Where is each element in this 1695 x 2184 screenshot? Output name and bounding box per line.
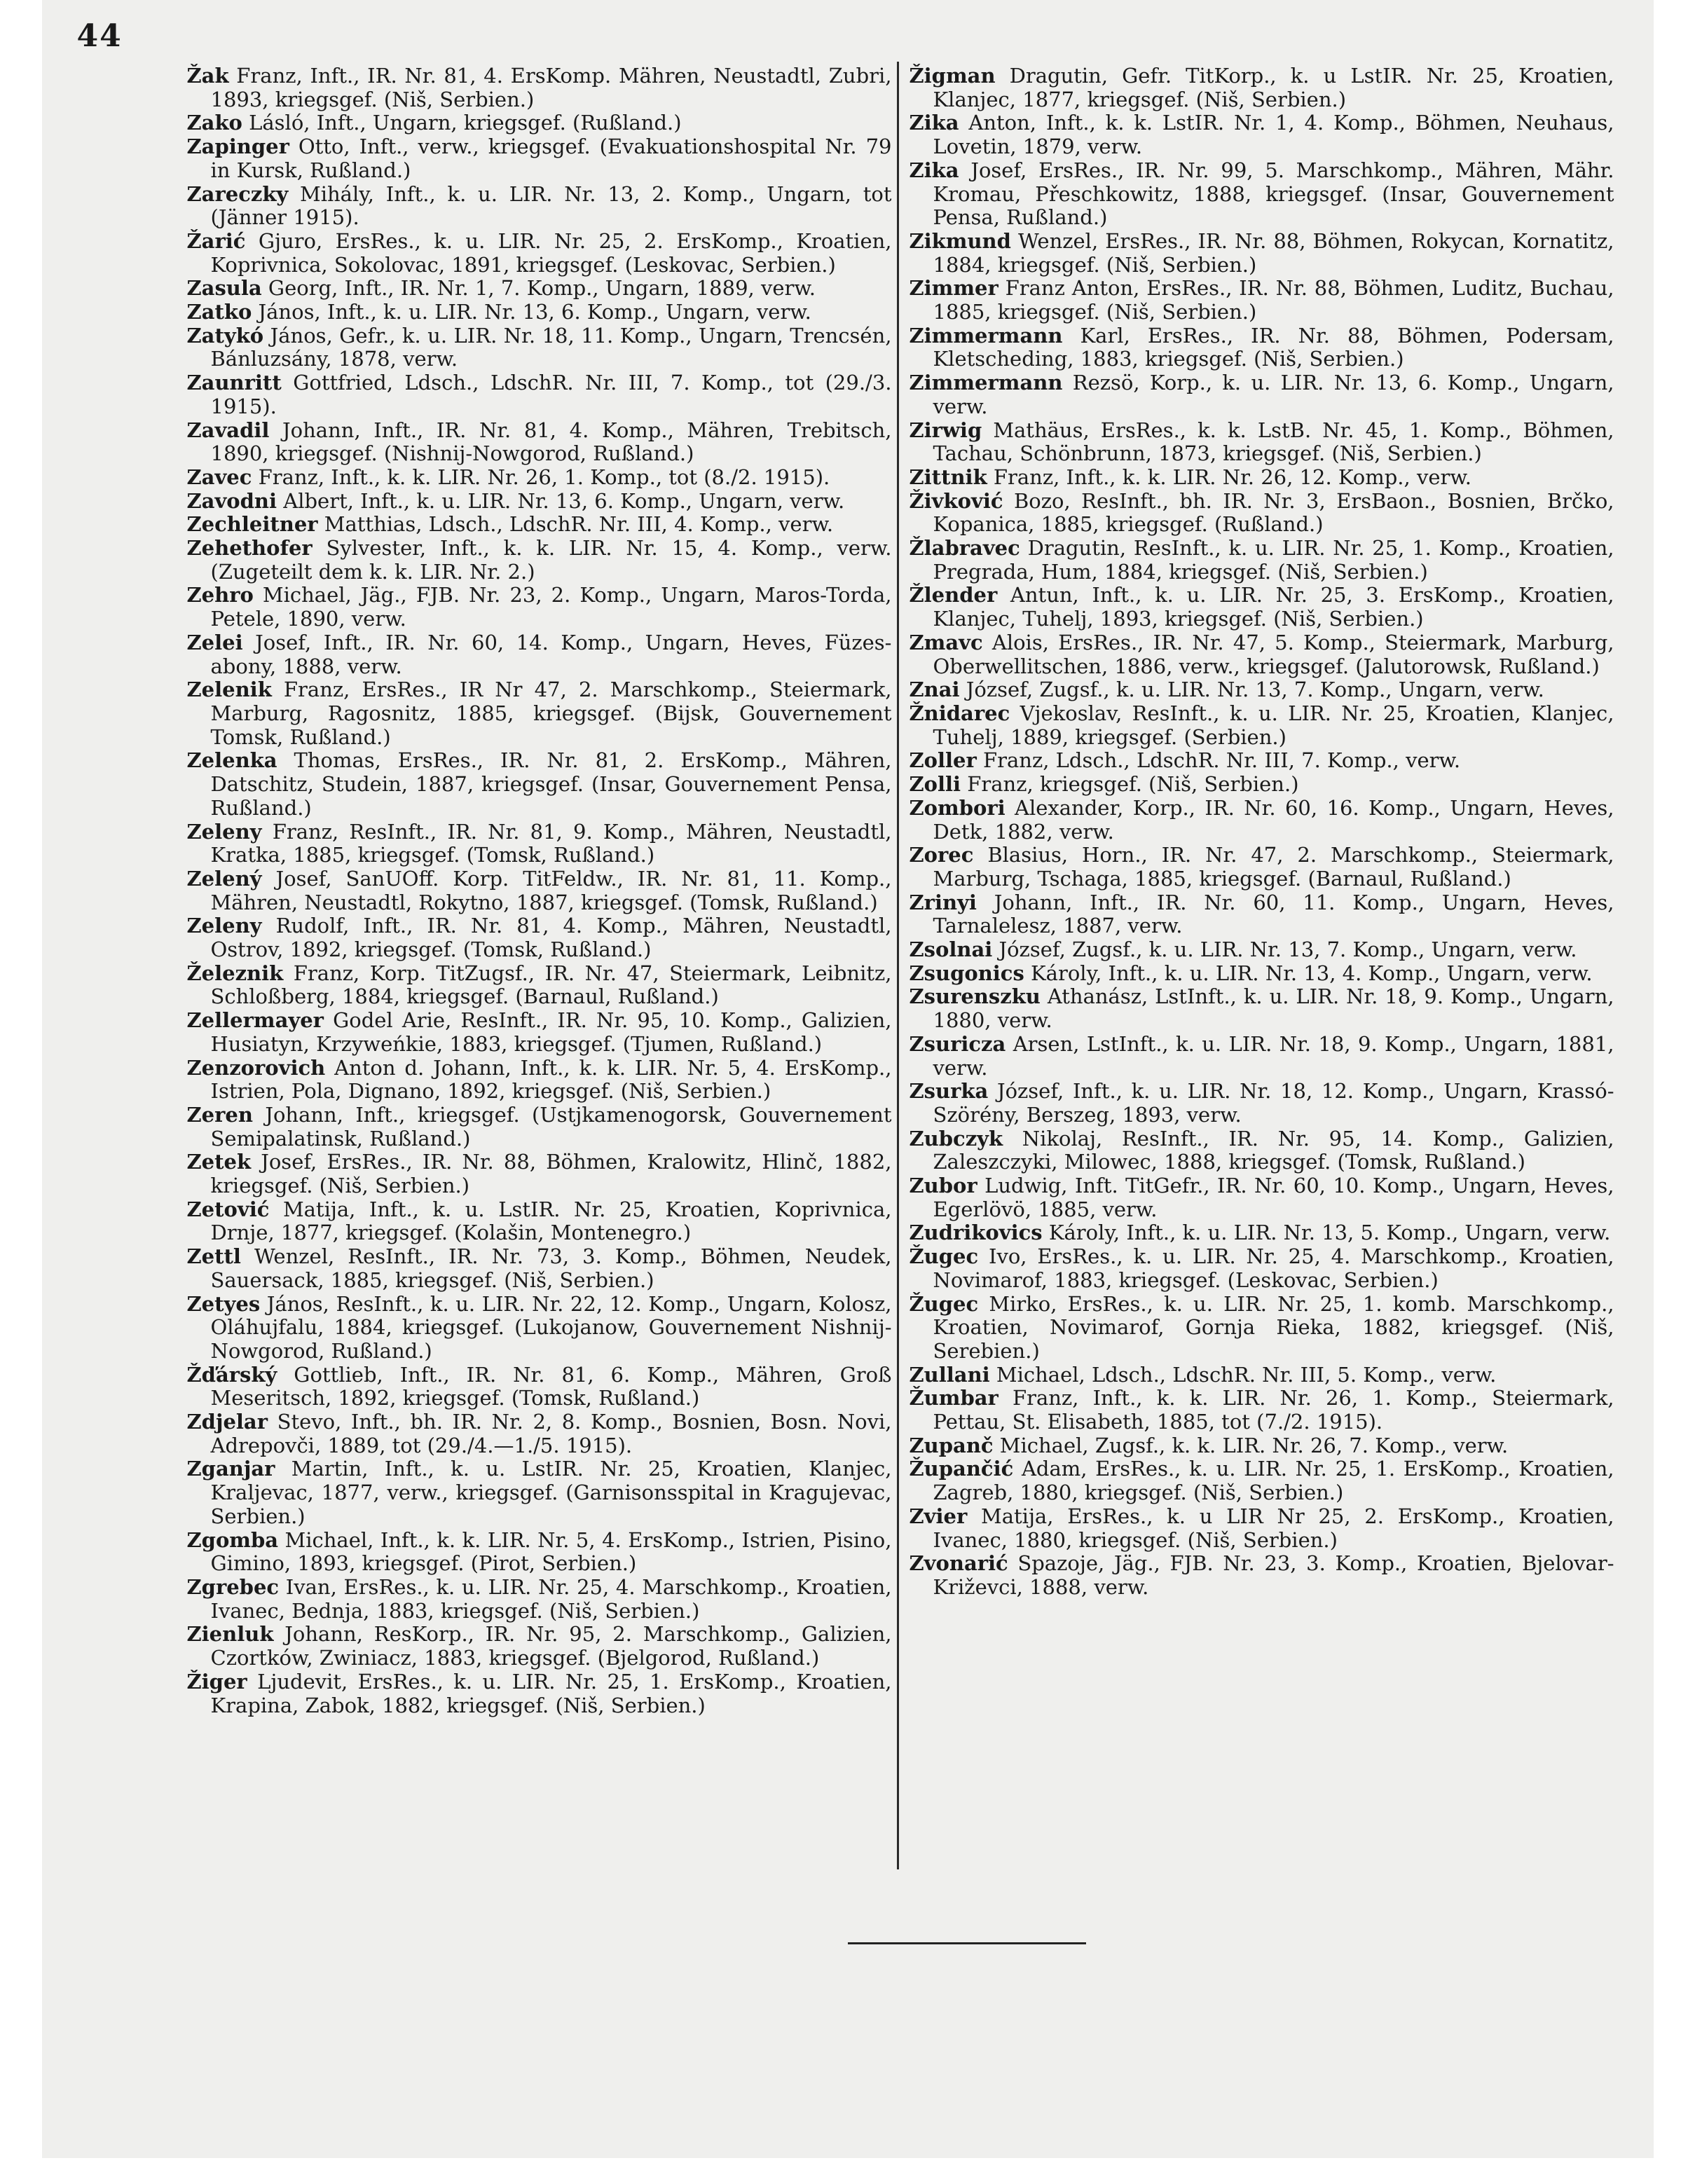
entry-details: Alexander, Korp., IR. Nr. 60, 16. Komp., Ungarn, Heves, Detk, 1882, verw.: [933, 795, 1614, 844]
entry-surname: Zsurka: [909, 1079, 989, 1104]
entry-surname: Zettl: [186, 1244, 241, 1269]
entry-details: Athanász, LstInft., k. u. LIR. Nr. 18, 9. Komp., Ungarn, 1880, verw.: [933, 984, 1614, 1033]
entry-details: József, Zugsf., k. u. LIR. Nr. 13, 7. Komp., Ungarn, verw.: [959, 678, 1544, 702]
register-entry: [910, 1364, 1614, 1387]
register-entry: [187, 867, 892, 914]
entry-details: Adam, ErsRes., k. u. LIR. Nr. 25, 1. ErsKomp., Kroatien, Zagreb, 1880, kriegsgef. (Niš, Serbien.): [933, 1457, 1614, 1505]
entry-details: Ivan, ErsRes., k. u. LIR. Nr. 25, 4. Marschkomp., Kroatien, Ivanec, Bednja, 1883, kriegsgef. (Niš, Serbien.): [210, 1575, 892, 1623]
entry-surname: Zaunritt: [186, 371, 282, 395]
entry-details: Johann, Inft., kriegsgef. (Ustjkamenogorsk, Gouvernement Semipalatinsk, Rußland.): [210, 1102, 892, 1151]
register-entry: [910, 1505, 1614, 1552]
entry-surname: Zetek: [186, 1150, 252, 1174]
entry-details: Franz, Korp. TitZugsf., IR. Nr. 47, Steiermark, Leibnitz, Schloßberg, 1884, kriegsgef. (Barnaul, Rußland.): [210, 961, 892, 1009]
register-entry: [910, 891, 1614, 938]
column-divider: [897, 62, 899, 1869]
entry-details: Franz, Inft., IR. Nr. 81, 4. ErsKomp. Mähren, Neustadtl, Zubri, 1893, kriegsgef. (Niš, Serbien.): [210, 64, 892, 111]
entry-details: János, Gefr., k. u. LIR. Nr. 18, 11. Komp., Ungarn, Trencsén, Bánluzsány, 1878, verw.: [210, 323, 892, 371]
register-entry: [187, 1009, 892, 1056]
register-entry: [187, 1198, 892, 1245]
entry-details: Anton d. Johann, Inft., k. k. LIR. Nr. 5, 4. ErsKomp., Istrien, Pola, Dignano, 1892, kriegsgef. (Niš, Serbien.): [210, 1055, 892, 1104]
register-entry: [187, 135, 892, 182]
entry-details: Wenzel, ErsRes., IR. Nr. 88, Böhmen, Rokycan, Kornatitz, 1884, kriegsgef. (Niš, Serbien.): [933, 228, 1614, 277]
register-entry: [910, 1245, 1614, 1292]
entry-details: Franz, Inft., k. k. LIR. Nr. 26, 12. Komp., verw.: [987, 465, 1471, 489]
register-entry: [910, 324, 1614, 371]
entry-surname: Zika: [909, 158, 959, 182]
entry-surname: Zombori: [909, 795, 1006, 820]
entry-surname: Zako: [186, 111, 242, 135]
register-entry: [910, 797, 1614, 844]
entry-surname: Znai: [909, 678, 960, 702]
register-entry: [910, 371, 1614, 418]
entry-details: Vjekoslav, ResInft., k. u. LIR. Nr. 25, Kroatien, Klanjec, Tuhelj, 1889, kriegsgef. (Serbien.): [933, 701, 1614, 749]
page-number: 44: [76, 18, 123, 54]
entry-surname: Zsurenszku: [909, 984, 1041, 1009]
document-page: [42, 0, 1654, 2158]
entry-surname: Žigman: [909, 64, 996, 88]
entry-details: Rudolf, Inft., IR. Nr. 81, 4. Komp., Mähren, Neustadtl, Ostrov, 1892, kriegsgef. (Tomsk, Rußland.): [210, 914, 892, 962]
entry-surname: Žlender: [909, 583, 998, 607]
entry-details: Ljudevit, ErsRes., k. u. LIR. Nr. 25, 1. ErsKomp., Kroatien, Krapina, Zabok, 1882, kriegsgef. (Niš, Serbien.): [210, 1669, 892, 1717]
entry-surname: Zimmermann: [909, 371, 1063, 395]
register-entry: [187, 64, 892, 111]
entry-details: Josef, Inft., IR. Nr. 60, 14. Komp., Ungarn, Heves, Füzes-abony, 1888, verw.: [210, 630, 892, 678]
entry-surname: Zirwig: [909, 418, 982, 442]
entry-details: Johann, ResKorp., IR. Nr. 95, 2. Marschkomp., Galizien, Czortków, Zwiniacz, 1883, kriegsgef. (Bjelgorod, Rußland.): [210, 1622, 892, 1670]
entry-details: Dragutin, ResInft., k. u. LIR. Nr. 25, 1. Komp., Kroatien, Pregrada, Hum, 1884, kriegsgef. (Niš, Serbien.): [933, 536, 1614, 584]
register-entry: [910, 277, 1614, 324]
entry-details: Johann, Inft., IR. Nr. 81, 4. Komp., Mähren, Trebitsch, 1890, kriegsgef. (Nishnij-Nowgorod, Rußland.): [210, 418, 892, 466]
entry-surname: Zechleitner: [186, 512, 318, 537]
entry-surname: Zmavc: [909, 630, 983, 654]
entry-surname: Zapinger: [186, 135, 289, 159]
register-entry: [910, 702, 1614, 749]
entry-surname: Zehro: [186, 583, 254, 607]
register-entry: [187, 1529, 892, 1576]
register-entry: [910, 1387, 1614, 1434]
register-entry: [187, 1623, 892, 1670]
entry-details: Franz, ErsRes., IR Nr 47, 2. Marschkomp., Steiermark, Marburg, Ragosnitz, 1885, kriegsgef. (Bijsk, Gouvernement Tomsk, Rußland.): [210, 678, 892, 749]
entry-surname: Zimmer: [909, 276, 999, 301]
register-entry: [910, 64, 1614, 111]
register-entry: [910, 230, 1614, 277]
register-entry: [910, 962, 1614, 986]
entry-surname: Žďárský: [186, 1362, 277, 1387]
entry-surname: Žlabravec: [909, 536, 1020, 561]
register-entry: [187, 1057, 892, 1104]
register-entry: [910, 773, 1614, 797]
entry-surname: Zavadil: [186, 418, 270, 442]
entry-surname: Žugec: [909, 1244, 979, 1269]
entry-surname: Zienluk: [186, 1622, 274, 1647]
entry-details: Mihály, Inft., k. u. LIR. Nr. 13, 2. Komp., Ungarn, tot (Jänner 1915).: [210, 181, 892, 230]
register-entry: [910, 1457, 1614, 1504]
entry-surname: Zsugonics: [909, 961, 1024, 985]
register-entry: [910, 466, 1614, 490]
register-entry: [910, 985, 1614, 1032]
entry-details: Spazoje, Jäg., FJB. Nr. 23, 3. Komp., Kroatien, Bjelovar-Križevci, 1888, verw.: [933, 1551, 1614, 1599]
entry-surname: Zika: [909, 111, 959, 135]
entry-details: Anton, Inft., k. k. LstIR. Nr. 1, 4. Komp., Böhmen, Neuhaus, Lovetin, 1879, verw.: [933, 111, 1614, 159]
entry-details: Franz Anton, ErsRes., IR. Nr. 88, Böhmen, Luditz, Buchau, 1885, kriegsgef. (Niš, Serbien.): [933, 276, 1614, 324]
entry-surname: Zoller: [909, 748, 977, 773]
entry-surname: Žugec: [909, 1291, 979, 1316]
entry-details: Rezsö, Korp., k. u. LIR. Nr. 13, 6. Komp., Ungarn, verw.: [933, 371, 1614, 418]
entry-details: Arsen, LstInft., k. u. LIR. Nr. 18, 9. Komp., Ungarn, 1881, verw.: [933, 1031, 1614, 1080]
register-entry: [910, 537, 1614, 584]
register-entry: [910, 1080, 1614, 1127]
register-entry: [910, 1293, 1614, 1364]
entry-surname: Zittnik: [909, 465, 987, 489]
register-entry: [187, 1293, 892, 1364]
register-entry: [187, 914, 892, 961]
entry-details: Martin, Inft., k. u. LstIR. Nr. 25, Kroatien, Klanjec, Kraljevac, 1877, verw., kriegsgef. (Garnisonsspital in Kragujevac, Serbien.): [210, 1457, 892, 1528]
register-entry: [187, 183, 892, 230]
register-entry: [187, 277, 892, 301]
register-entry: [187, 1245, 892, 1292]
entry-surname: Zeleny: [186, 914, 262, 938]
entry-surname: Zullani: [909, 1362, 990, 1387]
register-entry: [910, 419, 1614, 466]
entry-details: Sylvester, Inft., k. k. LIR. Nr. 15, 4. Komp., verw. (Zugeteilt dem k. k. LIR. Nr. 2.): [210, 536, 892, 584]
register-entry: [910, 938, 1614, 962]
entry-details: Josef, SanUOff. Korp. TitFeldw., IR. Nr. 81, 11. Komp., Mähren, Neustadtl, Rokytno, 1887, kriegsgef. (Tomsk, Rußland.): [210, 866, 892, 914]
entry-details: Matija, Inft., k. u. LstIR. Nr. 25, Kroatien, Koprivnica, Drnje, 1877, kriegsgef. (Kolašin, Montenegro.): [210, 1197, 892, 1245]
entry-details: Dragutin, Gefr. TitKorp., k. u LstIR. Nr. 25, Kroatien, Klanjec, 1877, kriegsgef. (Niš, Serbien.): [933, 64, 1614, 111]
entry-details: Alois, ErsRes., IR. Nr. 47, 5. Komp., Steiermark, Marburg, Oberwellitschen, 1886, verw., kriegsgef. (Jalutorowsk, Rußland.): [933, 630, 1614, 678]
right-column: [910, 64, 1614, 1600]
entry-details: Johann, Inft., IR. Nr. 60, 11. Komp., Ungarn, Heves, Tarnalelesz, 1887, verw.: [933, 890, 1614, 938]
entry-details: Thomas, ErsRes., IR. Nr. 81, 2. ErsKomp., Mähren, Datschitz, Studein, 1887, kriegsgef. (Insar, Gouvernement Pensa, Rußland.): [210, 748, 892, 820]
entry-surname: Zsolnai: [909, 938, 993, 962]
entry-details: József, Zugsf., k. u. LIR. Nr. 13, 7. Komp., Ungarn, verw.: [992, 938, 1577, 962]
register-entry: [187, 1364, 892, 1410]
entry-details: János, Inft., k. u. LIR. Nr. 13, 6. Komp., Ungarn, verw.: [252, 300, 811, 324]
register-entry: [187, 324, 892, 371]
register-entry: [187, 1576, 892, 1623]
entry-details: Gjuro, ErsRes., k. u. LIR. Nr. 25, 2. ErsKomp., Kroatien, Koprivnica, Sokolovac, 1891, kriegsgef. (Leskovac, Serbien.): [210, 228, 892, 277]
register-entry: [187, 1670, 892, 1717]
register-entry: [910, 1127, 1614, 1174]
entry-details: Otto, Inft., verw., kriegsgef. (Evakuationshospital Nr. 79 in Kursk, Rußland.): [210, 135, 892, 182]
entry-details: Franz, Ldsch., LdschR. Nr. III, 7. Komp., verw.: [976, 748, 1461, 773]
entry-details: Michael, Jäg., FJB. Nr. 23, 2. Komp., Ungarn, Maros-Torda, Petele, 1890, verw.: [210, 583, 892, 631]
register-entry: [187, 584, 892, 631]
register-entry: [910, 1434, 1614, 1458]
entry-surname: Zdjelar: [186, 1410, 268, 1434]
entry-details: Franz, Inft., k. k. LIR. Nr. 26, 1. Komp., tot (8./2. 1915).: [252, 465, 830, 489]
entry-details: Franz, ResInft., IR. Nr. 81, 9. Komp., Mähren, Neustadtl, Kratka, 1885, kriegsgef. (Tomsk, Rußland.): [210, 819, 892, 867]
register-entry: [187, 111, 892, 135]
entry-surname: Zorec: [909, 843, 974, 867]
entry-details: Stevo, Inft., bh. IR. Nr. 2, 8. Komp., Bosnien, Bosn. Novi, Adrepovči, 1889, tot (29./4.—1./5. 1915).: [210, 1410, 892, 1457]
register-entry: [910, 584, 1614, 631]
entry-surname: Zubczyk: [909, 1126, 1003, 1151]
entry-surname: Zavec: [186, 465, 252, 489]
entry-details: Michael, Inft., k. k. LIR. Nr. 5, 4. ErsKomp., Istrien, Pisino, Gimino, 1893, kriegsgef. (Pirot, Serbien.): [210, 1527, 892, 1576]
entry-details: Matthias, Ldsch., LdschR. Nr. III, 4. Komp., verw.: [317, 512, 834, 537]
entry-details: Nikolaj, ResInft., IR. Nr. 95, 14. Komp., Galizien, Zaleszczyki, Milowec, 1888, kriegsgef. (Tomsk, Rußland.): [933, 1126, 1614, 1174]
entry-details: Antun, Inft., k. u. LIR. Nr. 25, 3. ErsKomp., Kroatien, Klanjec, Tuhelj, 1893, kriegsgef. (Niš, Serbien.): [933, 583, 1614, 631]
entry-details: Michael, Ldsch., LdschR. Nr. III, 5. Komp., verw.: [989, 1362, 1497, 1387]
entry-details: Mathäus, ErsRes., k. k. LstB. Nr. 45, 1. Komp., Böhmen, Tachau, Schönbrunn, 1873, kriegsgef. (Niš, Serbien.): [933, 418, 1614, 466]
register-entry: [910, 678, 1614, 702]
entry-surname: Zupanč: [909, 1433, 994, 1457]
register-entry: [910, 631, 1614, 678]
register-entry: [187, 513, 892, 537]
entry-surname: Zasula: [186, 276, 262, 301]
entry-surname: Žiger: [186, 1669, 247, 1694]
entry-surname: Zvier: [909, 1504, 968, 1528]
register-entry: [910, 1033, 1614, 1080]
register-entry: [187, 1410, 892, 1457]
entry-surname: Zelei: [186, 630, 243, 654]
entry-surname: Zetović: [186, 1197, 270, 1221]
entry-surname: Zikmund: [909, 228, 1011, 253]
entry-surname: Zareczky: [186, 181, 289, 206]
entry-details: Mirko, ErsRes., k. u. LIR. Nr. 25, 1. komb. Marschkomp., Kroatien, Novimarof, Gornja Rieka, 1882, kriegsgef. (Niš, Serebien.): [933, 1291, 1614, 1363]
entry-surname: Župančić: [909, 1457, 1014, 1481]
register-entry: [187, 419, 892, 466]
entry-details: Wenzel, ResInft., IR. Nr. 73, 3. Komp., Böhmen, Neudek, Sauersack, 1885, kriegsgef. (Niš, Serbien.): [210, 1244, 892, 1292]
register-entry: [187, 631, 892, 678]
register-entry: [187, 301, 892, 324]
entry-surname: Zenzorovich: [186, 1055, 326, 1080]
entry-surname: Zvonarić: [909, 1551, 1008, 1576]
register-entry: [910, 844, 1614, 891]
entry-surname: Zehethofer: [186, 536, 313, 561]
entry-surname: Zgrebec: [186, 1575, 280, 1599]
register-entry: [187, 466, 892, 490]
entry-surname: Zgomba: [186, 1527, 279, 1552]
entry-surname: Zelenka: [186, 748, 277, 773]
entry-surname: Živković: [909, 488, 1003, 513]
register-entry: [187, 1104, 892, 1151]
entry-details: Franz, kriegsgef. (Niš, Serbien.): [961, 772, 1299, 797]
entry-surname: Žarić: [186, 228, 246, 253]
entry-details: Gottlieb, Inft., IR. Nr. 81, 6. Komp., Mähren, Groß Meseritsch, 1892, kriegsgef. (Tomsk, Rußland.): [210, 1362, 892, 1410]
register-entry: [187, 820, 892, 867]
entry-surname: Zatko: [186, 300, 252, 324]
entry-details: Franz, Inft., k. k. LIR. Nr. 26, 1. Komp., Steiermark, Pettau, St. Elisabeth, 1885, tot (7./2. 1915).: [933, 1386, 1614, 1434]
register-entry: [187, 371, 892, 418]
entry-surname: Zeleny: [186, 819, 262, 844]
entry-details: Josef, ErsRes., IR. Nr. 99, 5. Marschkomp., Mähren, Mähr. Kromau, Přeschkowitz, 1888, kriegsgef. (Insar, Gouvernement Pensa, Rußland.): [933, 158, 1614, 230]
entry-surname: Zavodni: [186, 488, 277, 513]
entry-details: Bozo, ResInft., bh. IR. Nr. 3, ErsBaon., Bosnien, Brčko, Kopanica, 1885, kriegsgef. (Rußland.): [933, 488, 1614, 537]
entry-details: Josef, ErsRes., IR. Nr. 88, Böhmen, Kralowitz, Hlinč, 1882, kriegsgef. (Niš, Serbien.): [210, 1150, 892, 1198]
entry-details: Károly, Inft., k. u. LIR. Nr. 13, 5. Komp., Ungarn, verw.: [1042, 1221, 1611, 1245]
left-column: [187, 64, 892, 1717]
register-entry: [187, 230, 892, 277]
register-entry: [910, 111, 1614, 158]
entry-details: Karl, ErsRes., IR. Nr. 88, Böhmen, Podersam, Kletscheding, 1883, kriegsgef. (Niš, Serbien.): [933, 323, 1614, 371]
entry-surname: Žnidarec: [909, 701, 1010, 725]
entry-details: Michael, Zugsf., k. k. LIR. Nr. 26, 7. Komp., verw.: [993, 1433, 1509, 1457]
register-entry: [910, 159, 1614, 230]
end-rule: [848, 1942, 1086, 1944]
entry-details: József, Inft., k. u. LIR. Nr. 18, 12. Komp., Ungarn, Krassó-Szörény, Berszeg, 1893, verw.: [933, 1079, 1614, 1127]
entry-surname: Zelený: [186, 866, 262, 891]
entry-surname: Zellermayer: [186, 1008, 324, 1033]
register-entry: [910, 490, 1614, 537]
entry-surname: Zimmermann: [909, 323, 1063, 348]
register-entry: [910, 1552, 1614, 1599]
entry-details: Ludwig, Inft. TitGefr., IR. Nr. 60, 10. Komp., Ungarn, Heves, Egerlövö, 1885, verw.: [933, 1174, 1614, 1221]
entry-surname: Zganjar: [186, 1457, 275, 1481]
register-entry: [910, 749, 1614, 773]
entry-details: Gottfried, Ldsch., LdschR. Nr. III, 7. Komp., tot (29./3. 1915).: [210, 371, 892, 418]
entry-surname: Železnik: [186, 961, 284, 985]
entry-surname: Zudrikovics: [909, 1221, 1043, 1245]
entry-surname: Žumbar: [909, 1386, 999, 1410]
entry-surname: Zetyes: [186, 1291, 261, 1316]
register-entry: [187, 537, 892, 584]
entry-surname: Zsuricza: [909, 1031, 1006, 1056]
register-entry: [187, 1151, 892, 1197]
entry-surname: Zeren: [186, 1102, 253, 1127]
entry-details: János, ResInft., k. u. LIR. Nr. 22, 12. Komp., Ungarn, Kolosz, Oláhujfalu, 1884, kriegsgef. (Lukojanow, Gouvernement Nishnij-Nowgorod, Rußland.): [210, 1291, 892, 1363]
entry-details: Matija, ErsRes., k. u LIR Nr 25, 2. ErsKomp., Kroatien, Ivanec, 1880, kriegsgef. (Niš, Serbien.): [933, 1504, 1614, 1552]
register-entry: [187, 678, 892, 749]
register-entry: [910, 1221, 1614, 1245]
entry-surname: Zrinyi: [909, 890, 977, 914]
entry-details: Lásló, Inft., Ungarn, kriegsgef. (Rußland.): [242, 111, 682, 135]
register-entry: [187, 490, 892, 514]
register-entry: [910, 1174, 1614, 1221]
entry-surname: Zatykó: [186, 323, 264, 348]
entry-surname: Zelenik: [186, 678, 272, 702]
entry-details: Károly, Inft., k. u. LIR. Nr. 13, 4. Komp., Ungarn, verw.: [1024, 961, 1593, 985]
entry-surname: Žak: [186, 64, 229, 88]
entry-details: Blasius, Horn., IR. Nr. 47, 2. Marschkomp., Steiermark, Marburg, Tschaga, 1885, kriegsgef. (Barnaul, Rußland.): [933, 843, 1614, 891]
entry-surname: Zubor: [909, 1174, 977, 1198]
entry-details: Godel Arie, ResInft., IR. Nr. 95, 10. Komp., Galizien, Husiatyn, Krzyweńkie, 1883, kriegsgef. (Tjumen, Rußland.): [210, 1008, 892, 1056]
entry-details: Ivo, ErsRes., k. u. LIR. Nr. 25, 4. Marschkomp., Kroatien, Novimarof, 1883, kriegsgef. (Leskovac, Serbien.): [933, 1244, 1614, 1292]
register-entry: [187, 749, 892, 820]
register-entry: [187, 962, 892, 1009]
entry-details: Georg, Inft., IR. Nr. 1, 7. Komp., Ungarn, 1889, verw.: [261, 276, 816, 301]
entry-details: Albert, Inft., k. u. LIR. Nr. 13, 6. Komp., Ungarn, verw.: [277, 488, 845, 513]
register-entry: [187, 1457, 892, 1528]
entry-surname: Zolli: [909, 772, 961, 797]
